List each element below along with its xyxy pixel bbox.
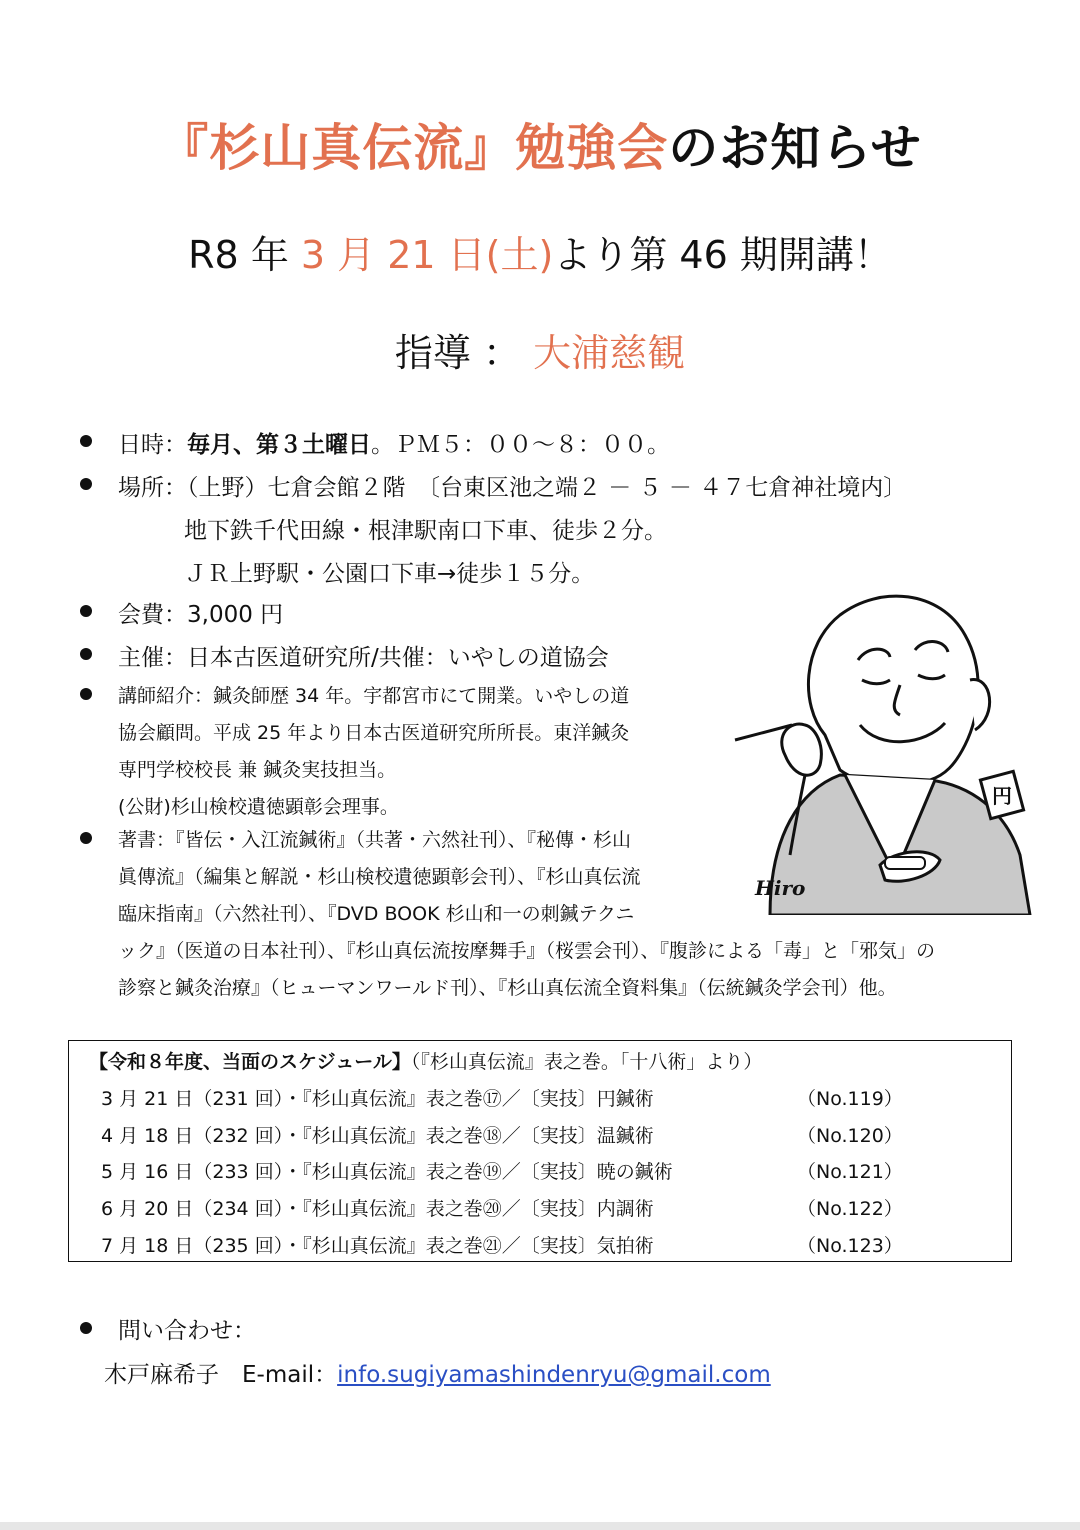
subtitle-prefix: R8 年 <box>188 233 301 277</box>
title-rest: のお知らせ <box>668 119 922 177</box>
fee-item: 会費：3,000 円 <box>118 602 284 628</box>
subtitle-date: 3 月 21 日(土) <box>300 233 554 277</box>
books-line: 眞傳流』（編集と解説・杉山検校遺徳顕彰会刊）、『杉山真伝流 <box>118 866 641 888</box>
schedule-header <box>89 1047 762 1074</box>
place-item: 場所：（上野）七倉会館２階 〔台東区池之端２ － ５ － ４７七倉神社境内〕 <box>118 475 907 501</box>
contact-name: 木戸麻希子 E-mail： <box>104 1362 338 1388</box>
schedule-number: （No.122） <box>797 1198 903 1220</box>
lecturer-line: 協会顧問。平成 25 年より日本古医道研究所所長。東洋鍼灸 <box>118 722 630 744</box>
schedule-row: 5 月 16 日（233 回）・『杉山真伝流』表之巻⑲／〔実技〕暁の鍼術 <box>101 1161 673 1183</box>
schedule-header-rest: （『杉山真伝流』表之巻。「十八術」より） <box>410 1051 763 1073</box>
artist-signature: Hiro <box>755 876 806 900</box>
bullet-icon <box>80 435 92 447</box>
host-item: 主催：日本古医道研究所/共催：いやしの道協会 <box>118 645 609 671</box>
subtitle-suffix: より第 46 期開講！ <box>553 233 892 277</box>
datetime-bold: 毎月、第３土曜日 <box>187 432 371 458</box>
schedule-row: 7 月 18 日（235 回）・『杉山真伝流』表之巻㉑／〔実技〕気拍術 <box>101 1235 654 1257</box>
lecturer-line: 講師紹介：鍼灸師歴 34 年。宇都宮市にて開業。いやしの道 <box>118 685 630 707</box>
schedule-box <box>68 1040 1012 1262</box>
books-line: 臨床指南』（六然社刊）、『DVD BOOK 杉山和一の刺鍼テクニ <box>118 903 635 925</box>
schedule-header-bold: 【令和８年度、当面のスケジュール】 <box>89 1051 411 1073</box>
schedule-number: （No.123） <box>797 1235 903 1257</box>
subtitle <box>0 224 1080 279</box>
contact-email-link[interactable]: info.sugiyamashindenryu@gmail.com <box>337 1362 771 1388</box>
schedule-number: （No.120） <box>797 1125 903 1147</box>
contact-label: 問い合わせ： <box>118 1318 256 1344</box>
books-line: 著書：『皆伝・入江流鍼術』（共著・六然社刊）、『秘傳・杉山 <box>118 829 632 851</box>
bullet-icon <box>80 688 92 700</box>
contact-line <box>104 1356 771 1389</box>
bullet-icon <box>80 478 92 490</box>
instructor-label: 指導 ： <box>394 331 534 375</box>
datetime-label: 日時： <box>118 432 187 458</box>
instructor-name: 大浦慈観 <box>533 331 686 375</box>
page-divider <box>0 1522 1080 1530</box>
lecturer-line: 専門学校校長 兼 鍼灸実技担当。 <box>118 759 397 781</box>
datetime-rest: 。ＰＭ５：００～８：００。 <box>371 432 670 458</box>
bullet-icon <box>80 832 92 844</box>
schedule-number: （No.121） <box>797 1161 903 1183</box>
bullet-icon <box>80 1322 92 1334</box>
page-title <box>0 108 1080 180</box>
bullet-icon <box>80 605 92 617</box>
books-line: 診察と鍼灸治療』（ヒューマンワールド刊）、『杉山真伝流全資料集』（伝統鍼灸学会刊）他。 <box>118 977 897 999</box>
lecturer-line: (公財)杉山検校遺徳顕彰会理事。 <box>118 796 399 818</box>
schedule-row: 6 月 20 日（234 回）・『杉山真伝流』表之巻⑳／〔実技〕内調術 <box>101 1198 654 1220</box>
access-line-2: ＪＲ上野駅・公園口下車→徒歩１５分。 <box>184 561 595 587</box>
schedule-number: （No.119） <box>797 1088 903 1110</box>
badge-char: 円 <box>992 784 1012 808</box>
monk-illustration <box>730 585 1040 915</box>
schedule-row: 4 月 18 日（232 回）・『杉山真伝流』表之巻⑱／〔実技〕温鍼術 <box>101 1125 654 1147</box>
books-line: ック』（医道の日本社刊）、『杉山真伝流按摩舞手』（桜雲会刊）、『腹診による「毒」と「邪気」の <box>118 940 936 962</box>
schedule-row: 3 月 21 日（231 回）・『杉山真伝流』表之巻⑰／〔実技〕円鍼術 <box>101 1088 654 1110</box>
instructor-line <box>0 322 1080 377</box>
title-accent: 『杉山真伝流』勉強会 <box>158 119 669 177</box>
bullet-icon <box>80 648 92 660</box>
datetime-item <box>118 426 670 459</box>
access-line-1: 地下鉄千代田線・根津駅南口下車、徒歩２分。 <box>184 518 667 544</box>
